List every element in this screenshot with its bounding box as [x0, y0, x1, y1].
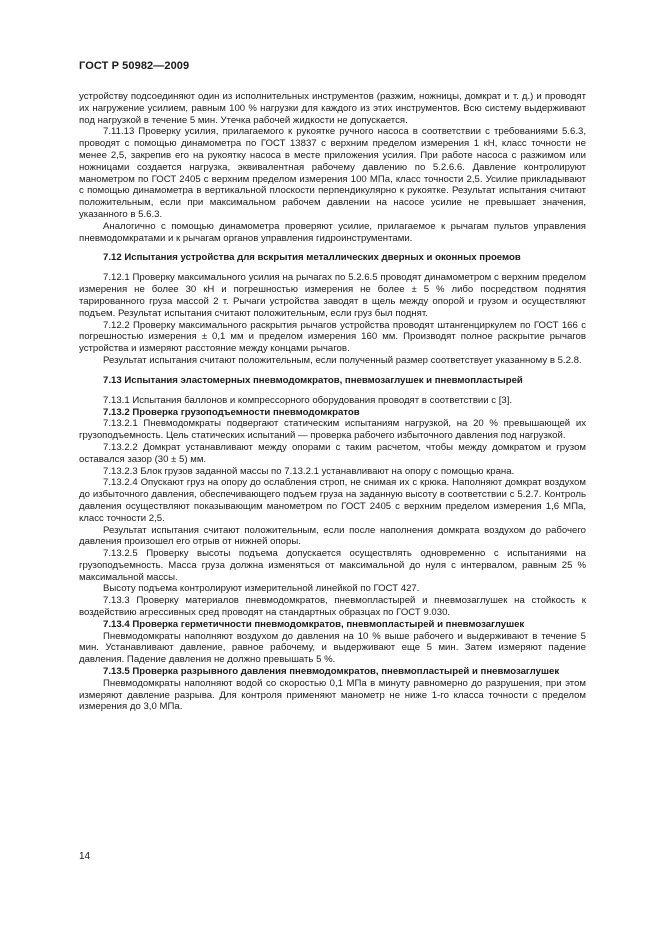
paragraph: устройству подсоединяют один из исполнительных инструментов (разжим, ножницы, домкрат и т. д.) и проводят их нагружение усилием, равным 100 % нагрузки для каждого из этих инструментов. Всю систему выдерживают под нагрузкой в течение 5 мин. Утечка рабочей жидкости не допускается. — [79, 91, 586, 126]
paragraph: Результат испытания считают положительным, если полученный размер соответствует указанному в 5.2.8. — [103, 354, 582, 366]
paragraph: 7.13.2.4 Опускают груз на опору до ослабления строп, не снимая их с крюка. Наполняют домкрат воздухом до избыточного давления, обеспечивающего подъем груза на заданную высоту в соответствии с 5.2.7. Контроль давления осуществляют показывающим манометром по ГОСТ 2405 с верхним пределом измерения 1,6 МПа, класс точности 2,5. — [79, 477, 586, 524]
paragraph: 7.12.1 Проверку максимального усилия на рычагах по 5.2.6.5 проводят динамометром с верхним пределом измерения не более 30 кН и погрешностью измерения не более ± 5 % либо посредством поднятия тарированного груза массой 2 т. Рычаги устройства заводят в щель между опорой и грузом и осуществляют подъем. Результат испытания считают положительным, если груз был поднят. — [79, 272, 586, 319]
spacer — [79, 387, 586, 395]
paragraph: Высоту подъема контролируют измерительной линейкой по ГОСТ 427. — [103, 583, 420, 595]
document-body — [79, 91, 586, 713]
paragraph: 7.13.2.2 Домкрат устанавливают между опорами с таким расчетом, чтобы между домкратом и грузом оставался зазор (30 ± 5) мм. — [79, 441, 586, 465]
paragraph: 7.11.13 Проверку усилия, прилагаемого к рукоятке ручного насоса в соответствии с требованиями 5.6.3, проводят с помощью динамометра по ГОСТ 13837 с верхним пределом измерения 1 кН, класс точности не менее 2,5, закрепив его на рукоятку насоса в месте приложения усилия. При работе насоса с разжимом или ножницами создается нагрузка, эквивалентная рабочему давлению по 5.2.6.6. Давление контролируют манометром по ГОСТ 2405 с верхним пределом измерения 100 МПа, класс точности 2,5. Усилие прикладывают с помощью динамометра в вертикальной плоскости перпендикулярно к рукоятке. Результат испытания считают положительным, если при максимальном рабочем давлении на насосе усилие не превышает значения, указанного в 5.6.3. — [79, 126, 586, 220]
paragraph: Пневмодомкраты наполняют водой со скоростью 0,1 МПа в минуту равномерно до разрушения, при этом измеряют давление разрыва. Для контроля применяют манометр не ниже 1-го класса точности с пределом измерения до 3,0 МПа. — [79, 677, 586, 713]
paragraph: 7.13.2.5 Проверку высоты подъема допускается осуществлять одновременно с испытаниями на грузоподъемность. Масса груза должна изменяться от максимальной до нуля с интервалом, равным 25 % максимальной массы. — [79, 548, 586, 583]
section-heading: 7.13 Испытания эластомерных пневмодомкратов, пневмозаглушек и пневмопластырей — [103, 374, 523, 386]
spacer — [79, 367, 586, 375]
paragraph: 7.13.2.3 Блок грузов заданной массы по 7.13.2.1 устанавливают на опору с помощью крана. — [103, 465, 515, 477]
paragraph: 7.13.2.1 Пневмодомкраты подвергают статическим испытаниям нагрузкой, на 20 % превышающей их грузоподъемность. Цель статических испытаний — проверка рабочего избыточного давления под нагрузкой. — [79, 418, 586, 442]
paragraph: 7.13.3 Проверку материалов пневмодомкратов, пневмопластырей и пневмозаглушек на стойкость к воздействию агрессивных сред проводят на стандартных образцах по ГОСТ 9.030. — [79, 595, 586, 619]
page-number: 14 — [79, 851, 91, 862]
subsection-heading: 7.13.2 Проверка грузоподъемности пневмодомкратов — [103, 406, 360, 418]
spacer — [79, 264, 586, 272]
standard-header: ГОСТ Р 50982—2009 — [79, 60, 190, 72]
spacer — [79, 244, 586, 252]
paragraph: Аналогично с помощью динамометра проверяют усилие, прилагаемое к рычагам пультов управления пневмодомкратами и к рычагам органов управления гидроинструментами. — [79, 220, 586, 244]
paragraph: Пневмодомкраты наполняют воздухом до давления на 10 % выше рабочего и выдерживают в течение 5 мин. Устанавливают давление, равное рабочему, и выдерживают еще 5 мин. Затем измеряют падение давления. Падение давления не должно превышать 5 %. — [79, 630, 586, 666]
section-heading: 7.12 Испытания устройства для вскрытия металлических дверных и оконных проемов — [103, 252, 521, 264]
paragraph: 7.13.1 Испытания баллонов и компрессорного оборудования проводят в соответствии с [3]. — [103, 394, 513, 406]
subsection-heading: 7.13.4 Проверка герметичности пневмодомкратов, пневмопластырей и пневмозаглушек — [103, 618, 525, 630]
subsection-heading: 7.13.5 Проверка разрывного давления пневмодомкратов, пневмопластырей и пневмозаглушек — [103, 666, 560, 678]
paragraph: 7.12.2 Проверку максимального раскрытия рычагов устройства проводят штангенциркулем по ГОСТ 166 с погрешностью измерения ± 0,1 мм и пределом измерения 160 мм. Производят полное раскрытие рычагов устройства и измеряют расстояние между концами рычагов. — [79, 319, 586, 355]
paragraph: Результат испытания считают положительным, если после наполнения домкрата воздухом до рабочего давления произошел его отрыв от нижней опоры. — [79, 524, 586, 548]
